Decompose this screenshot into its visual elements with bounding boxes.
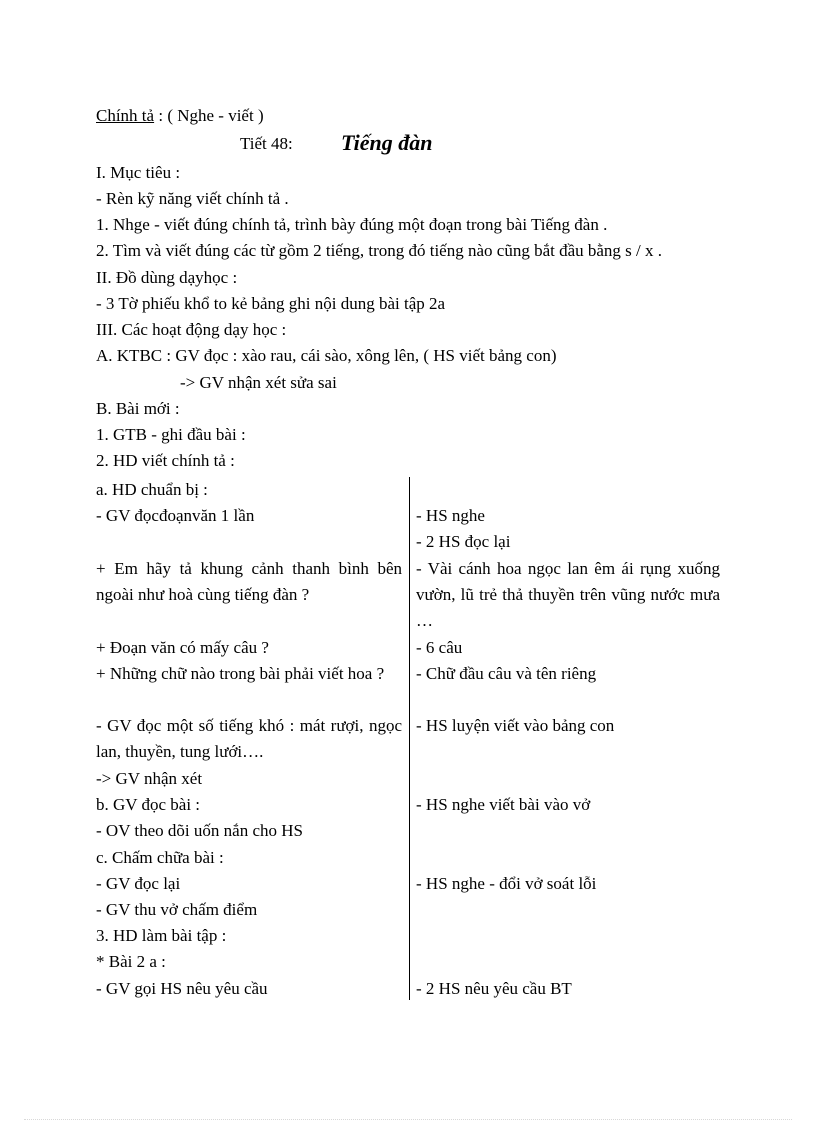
- section-materials: II. Đồ dùng dạyhọc :: [96, 268, 238, 287]
- page-bottom-rule: [24, 1119, 792, 1120]
- table-cell-right: - HS nghe: [416, 506, 485, 525]
- objective-item: 2. Tìm và viết đúng các từ gồm 2 tiếng, trong đó tiếng nào cũng bắt đầu bằng s / x .: [96, 241, 663, 260]
- table-cell-right: - Chữ đầu câu và tên riêng: [416, 664, 597, 683]
- table-cell-left: + Những chữ nào trong bài phải viết hoa ?: [96, 664, 385, 683]
- table-cell-left: -> GV nhận xét: [96, 769, 203, 788]
- table-cell-right: - HS nghe - đổi vở soát lỗi: [416, 874, 597, 893]
- table-cell-left: - GV thu vở chấm điểm: [96, 900, 258, 919]
- table-cell-left: a. HD chuẩn bị :: [96, 480, 208, 499]
- table-cell-right: - Vài cánh hoa ngọc lan êm ái rụng xuống vườn, lũ trẻ thả thuyền trên vũng nước mưa …: [416, 559, 720, 630]
- table-cell-right: - 2 HS đọc lại: [416, 532, 511, 551]
- table-cell-left: * Bài 2 a :: [96, 952, 166, 971]
- column-divider: [409, 477, 410, 1000]
- objective-item: - Rèn kỹ năng viết chính tả .: [96, 189, 289, 208]
- table-cell-left: - GV đọc lại: [96, 874, 181, 893]
- subject-label: Chính tả: [96, 106, 155, 125]
- section-activities: III. Các hoạt động dạy học :: [96, 320, 287, 339]
- table-cell-right: - HS luyện viết vào bảng con: [416, 716, 615, 735]
- table-cell-left: b. GV đọc bài :: [96, 795, 201, 814]
- table-cell-left: c. Chấm chữa bài :: [96, 848, 224, 867]
- table-cell-right: - 6 câu: [416, 638, 463, 657]
- objective-item: 1. Nhge - viết đúng chính tả, trình bày đúng một đoạn trong bài Tiếng đàn .: [96, 215, 608, 234]
- table-cell-left: + Đoạn văn có mấy câu ?: [96, 638, 269, 657]
- table-cell-right: - 2 HS nêu yêu cầu BT: [416, 979, 572, 998]
- activity-line: 2. HD viết chính tả :: [96, 451, 235, 470]
- lesson-number: Tiết 48:: [240, 134, 293, 153]
- section-objectives: I. Mục tiêu :: [96, 163, 181, 182]
- lesson-title: Tiếng đàn: [341, 130, 433, 155]
- activity-line: B. Bài mới :: [96, 399, 180, 418]
- table-cell-left: - GV gọi HS nêu yêu cầu: [96, 979, 268, 998]
- activity-line: -> GV nhận xét sửa sai: [180, 373, 337, 392]
- materials-item: - 3 Tờ phiếu khổ to kẻ bảng ghi nội dung bài tập 2a: [96, 294, 446, 313]
- table-cell-left: + Em hãy tả khung cảnh thanh bình bên ngoài như hoà cùng tiếng đàn ?: [96, 559, 402, 604]
- table-cell-right: - HS nghe viết bài vào vở: [416, 795, 591, 814]
- table-cell-left: - GV đọcđoạnvăn 1 lần: [96, 506, 255, 525]
- table-cell-left: - OV theo dõi uốn nắn cho HS: [96, 821, 303, 840]
- mode-label: : ( Nghe - viết ): [158, 106, 264, 125]
- activity-line: A. KTBC : GV đọc : xào rau, cái sào, xông lên, ( HS viết bảng con): [96, 346, 557, 365]
- table-cell-left: 3. HD làm bài tập :: [96, 926, 227, 945]
- activity-line: 1. GTB - ghi đầu bài :: [96, 425, 246, 444]
- table-cell-left: - GV đọc một số tiếng khó : mát rượi, ngọc lan, thuyền, tung lưới….: [96, 716, 402, 761]
- header-line: [96, 106, 264, 126]
